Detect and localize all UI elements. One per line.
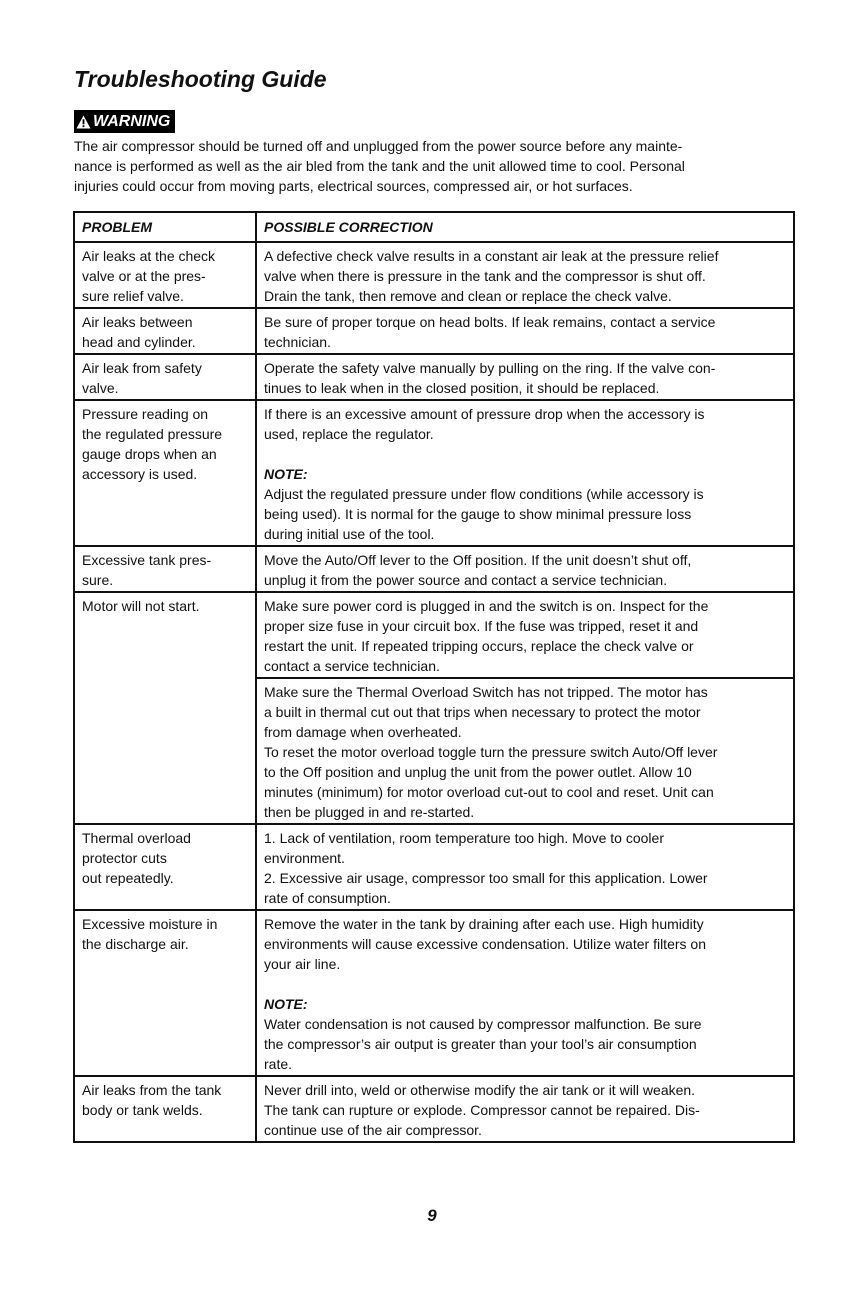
correction-cell bbox=[256, 1076, 794, 1142]
problem-line: Air leak from safety bbox=[82, 360, 202, 376]
correction-line: a built in thermal cut out that trips when necessary to protect the motor bbox=[264, 704, 701, 720]
problem-line: Motor will not start. bbox=[82, 598, 200, 614]
correction-line: 2. Excessive air usage, compressor too small for this application. Lower bbox=[264, 870, 708, 886]
correction-line: valve when there is pressure in the tank and the compressor is shut off. bbox=[264, 268, 706, 284]
correction-line: the compressor’s air output is greater than your tool’s air consumption bbox=[264, 1036, 697, 1052]
problem-cell bbox=[74, 308, 256, 354]
problem-line: sure. bbox=[82, 572, 114, 588]
correction-line: minutes (minimum) for motor overload cut-out to cool and reset. Unit can bbox=[264, 784, 714, 800]
warning-text bbox=[74, 136, 794, 196]
correction-line: contact a service technician. bbox=[264, 658, 440, 674]
correction-line: to the Off position and unplug the unit from the power outlet. Allow 10 bbox=[264, 764, 692, 780]
problem-line: head and cylinder. bbox=[82, 334, 196, 350]
problem-cell bbox=[74, 1076, 256, 1142]
correction-cell bbox=[256, 824, 794, 910]
warning-line: injuries could occur from moving parts, electrical sources, compressed air, or hot surfaces. bbox=[74, 178, 633, 194]
correction-line: rate. bbox=[264, 1056, 293, 1072]
problem-line: Thermal overload bbox=[82, 830, 191, 846]
correction-line: used, replace the regulator. bbox=[264, 426, 434, 442]
table-row bbox=[74, 242, 794, 308]
correction-line: If there is an excessive amount of pressure drop when the accessory is bbox=[264, 406, 705, 422]
correction-cell bbox=[256, 400, 794, 546]
correction-line: tinues to leak when in the closed position, it should be replaced. bbox=[264, 380, 660, 396]
warning-triangle-icon bbox=[76, 115, 91, 129]
table-row bbox=[74, 592, 794, 678]
problem-line: valve or at the pres- bbox=[82, 268, 206, 284]
problem-cell bbox=[74, 242, 256, 308]
problem-cell bbox=[74, 400, 256, 546]
problem-cell bbox=[74, 910, 256, 1076]
problem-line: Air leaks between bbox=[82, 314, 193, 330]
header-possible-correction: POSSIBLE CORRECTION bbox=[256, 212, 794, 242]
problem-line: protector cuts bbox=[82, 850, 167, 866]
page-title: Troubleshooting Guide bbox=[74, 66, 327, 92]
correction-line: A defective check valve results in a constant air leak at the pressure relief bbox=[264, 248, 719, 264]
warning-badge bbox=[74, 110, 175, 133]
problem-line: Excessive moisture in bbox=[82, 916, 218, 932]
correction-line: technician. bbox=[264, 334, 331, 350]
problem-line: Air leaks from the tank bbox=[82, 1082, 222, 1098]
note-label: NOTE: bbox=[264, 466, 308, 482]
problem-line: sure relief valve. bbox=[82, 288, 184, 304]
correction-line: during initial use of the tool. bbox=[264, 526, 435, 542]
correction-line: Move the Auto/Off lever to the Off position. If the unit doesn’t shut off, bbox=[264, 552, 692, 568]
correction-line: Water condensation is not caused by compressor malfunction. Be sure bbox=[264, 1016, 702, 1032]
table-row bbox=[74, 354, 794, 400]
correction-line: Make sure the Thermal Overload Switch has not tripped. The motor has bbox=[264, 684, 708, 700]
note-label: NOTE: bbox=[264, 996, 308, 1012]
table-row bbox=[74, 546, 794, 592]
problem-line: Pressure reading on bbox=[82, 406, 209, 422]
correction-line: your air line. bbox=[264, 956, 341, 972]
correction-line: from damage when overheated. bbox=[264, 724, 462, 740]
warning-line: The air compressor should be turned off and unplugged from the power source before any mainte- bbox=[74, 138, 683, 154]
table-body bbox=[74, 242, 794, 1142]
table-row bbox=[74, 824, 794, 910]
correction-line: 1. Lack of ventilation, room temperature too high. Move to cooler bbox=[264, 830, 664, 846]
table-row bbox=[74, 308, 794, 354]
correction-line: Drain the tank, then remove and clean or replace the check valve. bbox=[264, 288, 672, 304]
table-row bbox=[74, 910, 794, 1076]
table-row bbox=[74, 1076, 794, 1142]
correction-line: restart the unit. If repeated tripping occurs, replace the check valve or bbox=[264, 638, 694, 654]
correction-line: Be sure of proper torque on head bolts. If leak remains, contact a service bbox=[264, 314, 716, 330]
correction-line: being used). It is normal for the gauge to show minimal pressure loss bbox=[264, 506, 692, 522]
correction-cell bbox=[256, 546, 794, 592]
correction-line: Operate the safety valve manually by pulling on the ring. If the valve con- bbox=[264, 360, 716, 376]
correction-line: unplug it from the power source and contact a service technician. bbox=[264, 572, 668, 588]
correction-cell bbox=[256, 242, 794, 308]
correction-cell bbox=[256, 678, 794, 824]
paragraph-gap bbox=[264, 444, 787, 464]
correction-line: environment. bbox=[264, 850, 345, 866]
correction-line: rate of consumption. bbox=[264, 890, 391, 906]
correction-line: The tank can rupture or explode. Compressor cannot be repaired. Dis- bbox=[264, 1102, 700, 1118]
problem-line: accessory is used. bbox=[82, 466, 198, 482]
table-header-row bbox=[74, 212, 794, 242]
correction-line: Never drill into, weld or otherwise modify the air tank or it will weaken. bbox=[264, 1082, 696, 1098]
problem-line: Air leaks at the check bbox=[82, 248, 216, 264]
warning-label: WARNING bbox=[93, 113, 171, 130]
correction-line: environments will cause excessive condensation. Utilize water filters on bbox=[264, 936, 706, 952]
correction-line: Make sure power cord is plugged in and the switch is on. Inspect for the bbox=[264, 598, 709, 614]
correction-cell bbox=[256, 910, 794, 1076]
correction-line: To reset the motor overload toggle turn the pressure switch Auto/Off lever bbox=[264, 744, 718, 760]
problem-cell bbox=[74, 592, 256, 824]
problem-line: the regulated pressure bbox=[82, 426, 223, 442]
correction-line: then be plugged in and re-started. bbox=[264, 804, 475, 820]
problem-line: the discharge air. bbox=[82, 936, 189, 952]
problem-line: gauge drops when an bbox=[82, 446, 217, 462]
correction-cell bbox=[256, 592, 794, 678]
problem-cell bbox=[74, 546, 256, 592]
problem-line: out repeatedly. bbox=[82, 870, 174, 886]
paragraph-gap bbox=[264, 974, 787, 994]
correction-cell bbox=[256, 308, 794, 354]
problem-line: valve. bbox=[82, 380, 119, 396]
troubleshooting-table bbox=[73, 211, 795, 1143]
header-problem: PROBLEM bbox=[74, 212, 256, 242]
page-number: 9 bbox=[427, 1206, 437, 1225]
correction-line: proper size fuse in your circuit box. If the fuse was tripped, reset it and bbox=[264, 618, 699, 634]
problem-cell bbox=[74, 824, 256, 910]
correction-line: continue use of the air compressor. bbox=[264, 1122, 482, 1138]
correction-line: Adjust the regulated pressure under flow conditions (while accessory is bbox=[264, 486, 704, 502]
problem-line: body or tank welds. bbox=[82, 1102, 203, 1118]
correction-line: Remove the water in the tank by draining after each use. High humidity bbox=[264, 916, 704, 932]
warning-line: nance is performed as well as the air bled from the tank and the unit allowed time to cool. Personal bbox=[74, 158, 685, 174]
correction-cell bbox=[256, 354, 794, 400]
problem-cell bbox=[74, 354, 256, 400]
table-row bbox=[74, 400, 794, 546]
problem-line: Excessive tank pres- bbox=[82, 552, 212, 568]
